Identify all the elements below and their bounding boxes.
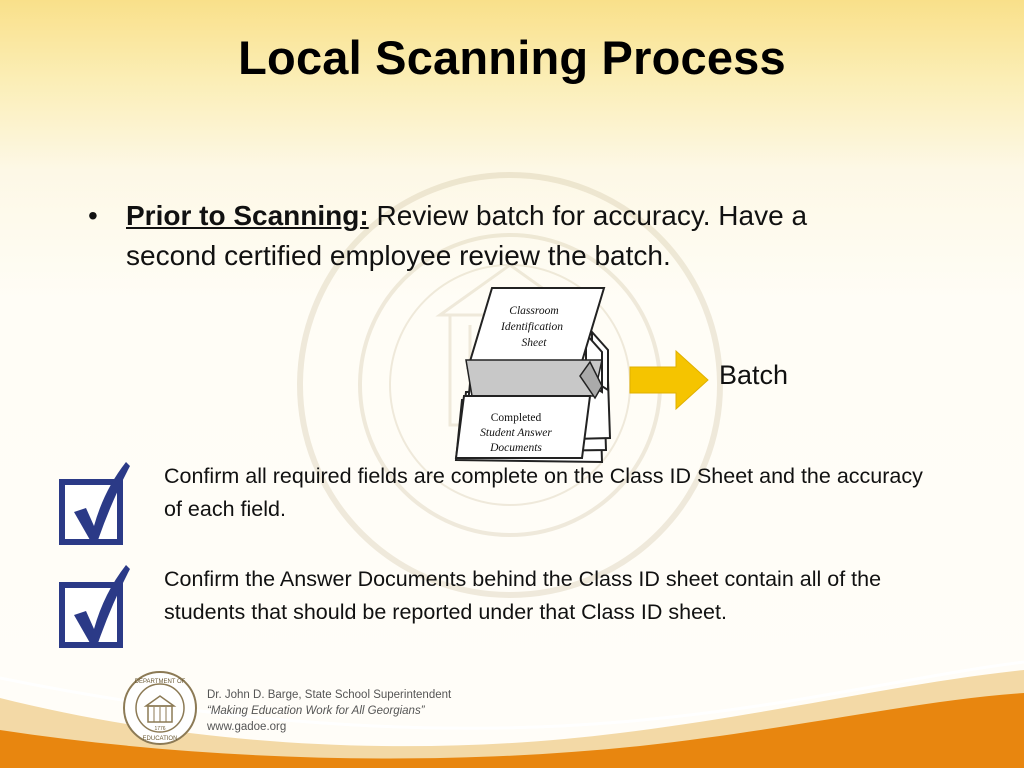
- footer-motto: “Making Education Work for All Georgians”: [207, 705, 425, 717]
- bottom-sheet-line-2: Student Answer: [480, 427, 552, 439]
- top-sheet-line-2: Identification: [501, 321, 563, 333]
- seal-top-text: DEPARTMENT OF: [134, 679, 186, 685]
- department-seal-logo: [122, 670, 198, 746]
- bullet-lead: Prior to Scanning:: [126, 200, 369, 231]
- top-sheet-line-3: Sheet: [521, 337, 547, 349]
- bottom-sheet-line-1: Completed: [490, 412, 542, 424]
- bullet-dot: •: [88, 200, 98, 231]
- footer-superintendent: Dr. John D. Barge, State School Superintendent: [207, 689, 452, 701]
- checkbox-checked-icon: [58, 460, 130, 550]
- top-sheet-line-1: Classroom: [509, 305, 559, 317]
- seal-year: 1776: [154, 726, 166, 732]
- bullet-item: [88, 196, 888, 276]
- slide-title: Local Scanning Process: [238, 31, 786, 84]
- batch-label: Batch: [719, 360, 789, 390]
- checklist-item-text: Confirm the Answer Documents behind the Class ID sheet contain all of the students that should be reported under that Class ID sheet.: [164, 567, 882, 624]
- seal-bottom-text: EDUCATION: [142, 736, 178, 742]
- footer-website-link[interactable]: www.gadoe.org: [207, 721, 287, 733]
- bullet-body: Review batch for accuracy. Have a second certified employee review the batch.: [126, 200, 808, 271]
- batch-illustration: [452, 280, 622, 465]
- bottom-sheet-line-3: Documents: [490, 442, 542, 454]
- bullet-text: [126, 196, 888, 276]
- footer-text: [207, 687, 451, 735]
- checklist-item-text: Confirm all required fields are complete on the Class ID Sheet and the accuracy of each field.: [164, 464, 923, 521]
- arrow-right-icon: [628, 349, 710, 411]
